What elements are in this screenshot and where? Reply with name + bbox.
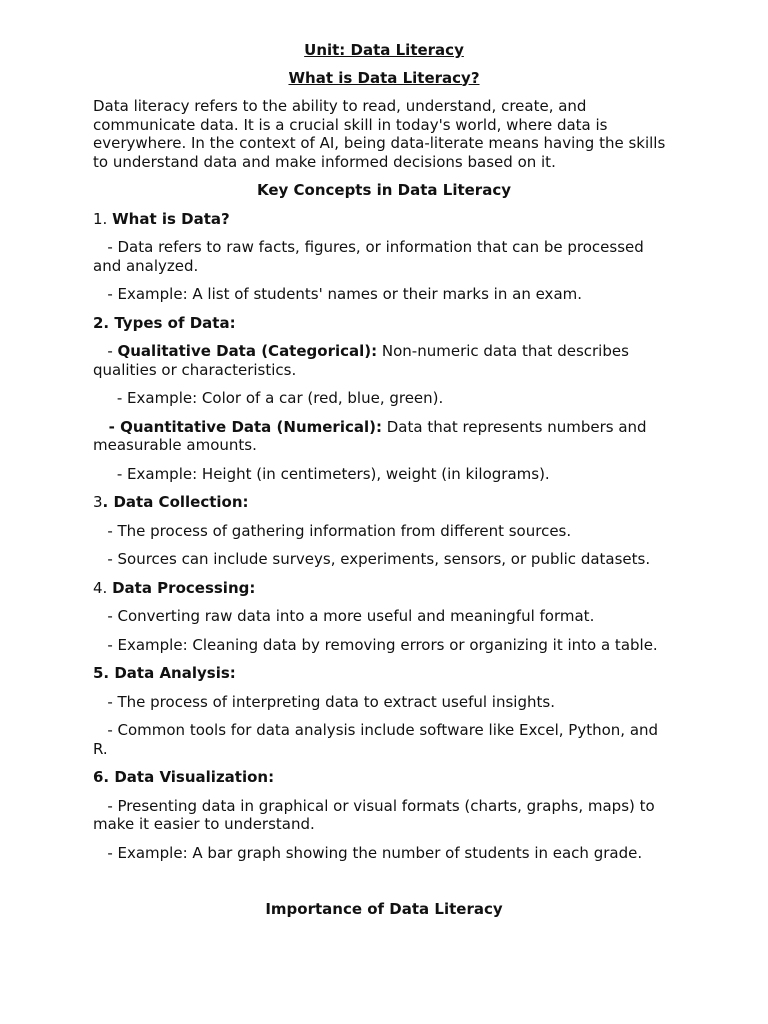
importance-heading: Importance of Data Literacy [265, 900, 503, 918]
qualitative-prefix: - [93, 342, 118, 360]
section-3-paragraph-2 [93, 550, 675, 569]
section-3-text-2: - Sources can include surveys, experiments, sensors, or public datasets. [93, 550, 651, 568]
quantitative-text: Data that represents numbers and measurable amounts. [93, 417, 652, 454]
qualitative-label: Qualitative Data (Categorical): [117, 342, 378, 360]
section-1-number: 1. [93, 209, 113, 228]
quantitative-example-text: - Example: Height (in centimeters), weight (in kilograms). [93, 464, 550, 483]
section-3-title: . Data Collection: [102, 493, 249, 511]
section-1-text-1: - Data refers to raw facts, figures, or information that can be processed and analyzed. [93, 238, 649, 275]
section-6-paragraph-2 [93, 844, 675, 863]
quantitative-paragraph [93, 418, 675, 455]
section-6-paragraph-1 [93, 797, 675, 834]
section-1-text-2: - Example: A list of students' names or their marks in an exam. [93, 285, 583, 303]
question-title: What is Data Literacy? [288, 68, 480, 87]
unit-title: Unit: Data Literacy [304, 41, 464, 59]
section-5-paragraph-1 [93, 693, 675, 712]
qualitative-paragraph [93, 342, 675, 379]
section-2-title: 2. Types of Data: [93, 313, 236, 332]
section-4-heading [93, 579, 675, 598]
qualitative-example [93, 389, 675, 408]
quantitative-label: - Quantitative Data (Numerical): [93, 417, 382, 436]
section-4-text-2: - Example: Cleaning data by removing errors or organizing it into a table. [93, 635, 658, 654]
section-3-text-1: - The process of gathering information from different sources. [93, 521, 572, 540]
question-title-row [93, 69, 675, 88]
intro-paragraph: Data literacy refers to the ability to read, understand, create, and communicate data. It is a crucial skill in today's world, where data is everywhere. In the context of AI, being data-literate means having the skills to understand data and make informed decisions based on it. [93, 97, 666, 171]
quantitative-example [93, 465, 675, 484]
section-1-paragraph-2 [93, 285, 675, 304]
unit-title-row [93, 41, 675, 60]
qualitative-text: Non-numeric data that describes qualities or characteristics. [93, 342, 634, 379]
section-4-paragraph-2 [93, 636, 675, 655]
section-5-text-2: - Common tools for data analysis include software like Excel, Python, and R. [93, 721, 663, 758]
section-1-title: What is Data? [112, 209, 230, 228]
section-4-number: 4. [93, 578, 113, 597]
section-6-text-1: - Presenting data in graphical or visual formats (charts, graphs, maps) to make it easier to understand. [93, 796, 660, 833]
section-1-paragraph-1 [93, 238, 675, 275]
section-6-title: 6. Data Visualization: [93, 768, 275, 786]
section-5-text-1: - The process of interpreting data to extract useful insights. [93, 692, 555, 711]
section-4-paragraph-1 [93, 607, 675, 626]
section-3-heading [93, 493, 675, 512]
key-concepts-heading: Key Concepts in Data Literacy [256, 181, 511, 199]
section-4-text-1: - Converting raw data into a more useful and meaningful format. [93, 607, 595, 625]
section-3-number: 3 [93, 493, 103, 511]
section-3-paragraph-1 [93, 522, 675, 541]
section-6-text-2: - Example: A bar graph showing the number of students in each grade. [93, 843, 643, 862]
section-5-title: 5. Data Analysis: [93, 664, 236, 682]
section-5-paragraph-2 [93, 721, 675, 758]
qualitative-example-text: - Example: Color of a car (red, blue, green). [93, 389, 444, 407]
section-1-heading [93, 210, 675, 229]
section-4-title: Data Processing: [112, 578, 256, 597]
